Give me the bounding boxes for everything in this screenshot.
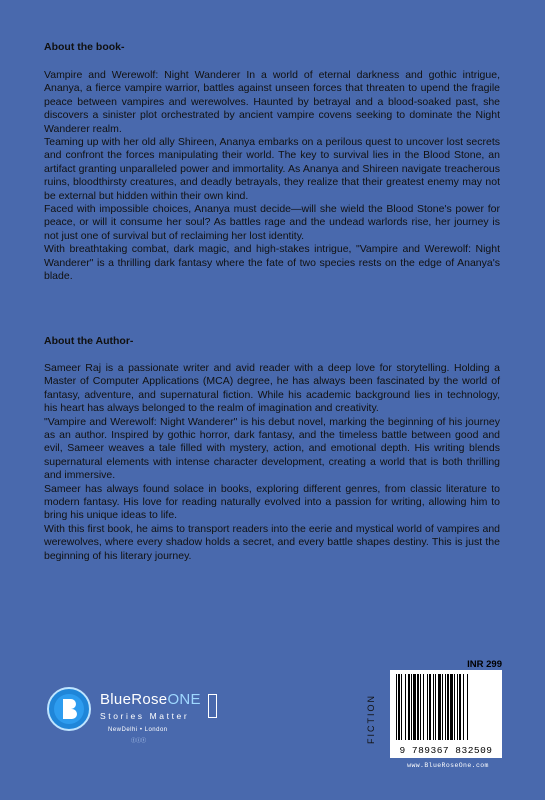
book-paragraph: Vampire and Werewolf: Night Wanderer In a world of eternal darkness and gothic intrigue, Ananya, a fierce vampire warrior, battles against unseen forces that threaten to upend the fragile peace between vampires and werewolves. Haunted by betrayal and a blood-soaked past, she discovers a sinister plot orchestrated by ancient vampire covens seeking to dominate the Night Wanderer realm.	[44, 69, 500, 135]
brand-accent: ONE	[167, 691, 201, 708]
book-paragraph: Teaming up with her old ally Shireen, Ananya embarks on a perilous quest to uncover lost secrets and confront the forces manipulating their world. The key to survival lies in the Blood Stone, an artifact granting unparalleled power and immortality. As Ananya and Shireen navigate treacherous ruins, bloodthirsty creatures, and deadly betrayals, they realize that their greatest enemy may not be external but hidden within their own kind.	[44, 136, 500, 202]
publisher-cities: NewDelhi • London	[108, 727, 168, 733]
genre-label	[362, 681, 380, 757]
book-paragraph: Faced with impossible choices, Ananya must decide—will she wield the Blood Stone's power for peace, or will it consume her soul? As battles rage and the undead warlords rise, her journey is not just one of survival but of reclaiming her lost identity.	[44, 203, 500, 242]
bluerose-logo-icon	[46, 686, 92, 732]
brand-main: BlueRose	[100, 691, 168, 708]
genre-text: FICTION	[366, 694, 376, 744]
publisher-tagline: Stories Matter	[100, 711, 190, 721]
author-paragraph: Sameer has always found solace in books, exploring different genres, from classic literature to modern fantasy. His love for reading naturally evolved into a passion for writing, allowing him to bring his unique ideas to life.	[44, 482, 500, 522]
publisher-brand	[100, 691, 201, 708]
price-label: INR 299	[467, 659, 502, 670]
about-book-heading: About the book-	[44, 41, 125, 53]
edition-tag	[208, 694, 217, 718]
barcode-icon	[394, 674, 498, 742]
isbn-number: 9 789367 832509	[399, 745, 493, 756]
author-paragraph: With this first book, he aims to transport readers into the eerie and mystical world of vampires and werewolves, where every shadow holds a secret, and every battle shapes destiny. This is just the beginning of his literary journey.	[44, 522, 500, 562]
author-paragraph: "Vampire and Werewolf: Night Wanderer" is his debut novel, marking the beginning of his journey as an author. Inspired by gothic horror, dark fantasy, and the timeless battle between good and evil, Sameer weaves a tale filled with mystery, action, and emotional depth. His writing blends supernatural elements with intense character development, creating a world that is both thrilling and immersive.	[44, 415, 500, 482]
about-author-heading: About the Author-	[44, 335, 134, 347]
about-book-text	[44, 69, 500, 284]
social-icons: ⓕⓘⓣ	[131, 738, 147, 744]
website-link[interactable]: www.BlueRoseOne.com	[407, 762, 489, 769]
author-paragraph: Sameer Raj is a passionate writer and avid reader with a deep love for storytelling. Holding a Master of Computer Applications (MCA) degree, he has always been fascinated by the world of fantasy, adventure, and supernatural fiction. While his academic background lies in technology, his heart has always belonged to the realm of imagination and creativity.	[44, 362, 500, 415]
about-author-text	[44, 362, 500, 563]
book-paragraph: With breathtaking combat, dark magic, and high-stakes intrigue, "Vampire and Werewolf: Night Wanderer" is a thrilling dark fantasy where the fate of two species rests on the edge of Ananya's blade.	[44, 243, 500, 283]
